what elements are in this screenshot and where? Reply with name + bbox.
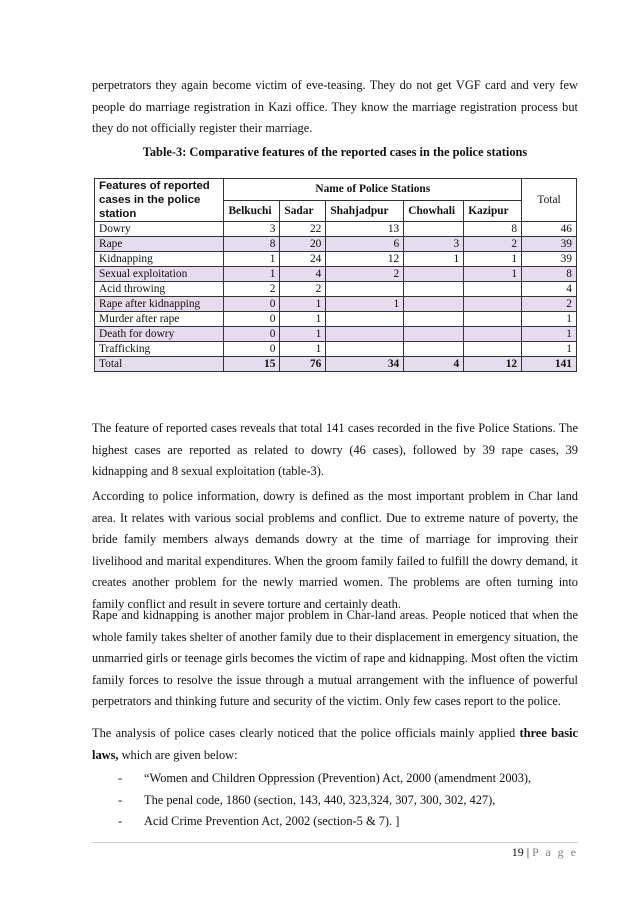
value-cell [326, 312, 404, 327]
value-cell: 1 [280, 297, 326, 312]
row-total-cell: 1 [522, 327, 577, 342]
value-cell [404, 327, 464, 342]
station-header: Belkuchi [224, 200, 280, 222]
page-number: 19 [511, 845, 524, 859]
dowry-paragraph: According to police information, dowry is defined as the most important problem in Char land area. It relates with various social problems and conflict. Due to extreme nature of poverty, the bride family members always demands dowry at the time of marriage for improving their livelihood and marital expenditures. When the groom family failed to fulfill the dowry demand, it creates another problem for the newly married women. The problems are often turning into family conflict and result in severe torture and certainly death. [92, 489, 578, 611]
value-cell [404, 222, 464, 237]
row-total-cell: 39 [522, 252, 577, 267]
value-cell: 0 [224, 297, 280, 312]
value-cell [464, 342, 522, 357]
list-item-text: The penal code, 1860 (section, 143, 440, 323,324, 307, 300, 302, 427), [144, 792, 496, 807]
list-dash: - [118, 771, 123, 785]
table-row [95, 267, 577, 282]
value-cell [464, 282, 522, 297]
value-cell [404, 342, 464, 357]
police-cases-table [94, 178, 577, 372]
stations-group-header: Name of Police Stations [224, 179, 522, 201]
value-cell: 1 [404, 252, 464, 267]
value-cell: 2 [464, 237, 522, 252]
totals-label: Total [95, 357, 224, 372]
feature-cell: Rape after kidnapping [95, 297, 224, 312]
feature-cell: Sexual exploitation [95, 267, 224, 282]
table-row [95, 237, 577, 252]
list-item-text: “Women and Children Oppression (Prevention) Act, 2000 (amendment 2003), [144, 771, 532, 785]
table-body [95, 222, 577, 372]
page-separator: | [523, 845, 533, 859]
feature-cell: Acid throwing [95, 282, 224, 297]
row-total-cell: 8 [522, 267, 577, 282]
value-cell: 8 [224, 237, 280, 252]
list-item [118, 790, 578, 812]
value-cell: 3 [404, 237, 464, 252]
value-cell: 1 [280, 312, 326, 327]
table-row [95, 222, 577, 237]
value-cell: 2 [224, 282, 280, 297]
feature-cell: Trafficking [95, 342, 224, 357]
row-total-cell: 39 [522, 237, 577, 252]
laws-text-bold: three basic laws, [92, 726, 578, 762]
feature-paragraph: The feature of reported cases reveals that total 141 cases recorded in the five Police Stations. The highest cases are reported as related to dowry (46 cases), followed by 39 rape cases, 39 kidnapping and 8 sexual exploitation (table-3). [92, 421, 578, 478]
list-item [118, 811, 578, 833]
station-header: Sadar [280, 200, 326, 222]
value-cell: 1 [224, 252, 280, 267]
value-cell: 12 [326, 252, 404, 267]
value-cell: 22 [280, 222, 326, 237]
rape-paragraph: Rape and kidnapping is another major problem in Char-land areas. People noticed that when the whole family takes shelter of another family due to their displacement in emergency situation, the unmarried girls or teenage girls becomes the victim of rape and kidnapping. Most often the victim family forces to resolve the issue through a mutual arrangement with the influence of powerful perpetrators and thinking future and security of the victim. Only few cases report to the police. [92, 608, 578, 708]
value-cell: 1 [280, 327, 326, 342]
table-row [95, 327, 577, 342]
page-label: P a g e [532, 845, 578, 859]
value-cell [326, 342, 404, 357]
value-cell: 8 [464, 222, 522, 237]
list-dash: - [118, 814, 123, 828]
table-row [95, 312, 577, 327]
value-cell: 13 [326, 222, 404, 237]
station-header: Shahjadpur [326, 200, 404, 222]
list-item [118, 768, 578, 790]
table-caption: Table-3: Comparative features of the reported cases in the police stations [142, 145, 528, 159]
value-cell: 0 [224, 312, 280, 327]
value-cell [404, 282, 464, 297]
value-cell [326, 282, 404, 297]
value-cell [404, 297, 464, 312]
feature-cell: Kidnapping [95, 252, 224, 267]
value-cell: 24 [280, 252, 326, 267]
value-cell [326, 327, 404, 342]
footer-divider [92, 842, 578, 843]
value-cell: 2 [326, 267, 404, 282]
value-cell: 1 [280, 342, 326, 357]
table-row [95, 342, 577, 357]
total-value-cell: 4 [404, 357, 464, 372]
value-cell [464, 297, 522, 312]
page-footer [512, 845, 578, 860]
total-header: Total [522, 179, 577, 222]
feature-header: Features of reported cases in the police station [95, 179, 224, 222]
list-dash: - [118, 792, 123, 807]
totals-row [95, 357, 577, 372]
grand-total-cell: 141 [522, 357, 577, 372]
value-cell: 0 [224, 327, 280, 342]
row-total-cell: 1 [522, 312, 577, 327]
value-cell: 0 [224, 342, 280, 357]
value-cell [404, 312, 464, 327]
table-row [95, 252, 577, 267]
laws-text-before: The analysis of police cases clearly noticed that the police officials mainly applied [92, 726, 520, 740]
value-cell: 1 [464, 267, 522, 282]
feature-cell: Death for dowry [95, 327, 224, 342]
value-cell: 1 [326, 297, 404, 312]
laws-list [118, 768, 578, 833]
row-total-cell: 4 [522, 282, 577, 297]
value-cell: 1 [224, 267, 280, 282]
value-cell [464, 312, 522, 327]
laws-paragraph [92, 723, 578, 766]
intro-paragraph: perpetrators they again become victim of eve-teasing. They do not get VGF card and very few people do marriage registration in Kazi office. They know the marriage registration process but they do not officially register their marriage. [92, 78, 578, 135]
value-cell: 2 [280, 282, 326, 297]
value-cell: 20 [280, 237, 326, 252]
table-header-row [95, 179, 577, 201]
total-value-cell: 15 [224, 357, 280, 372]
value-cell [464, 327, 522, 342]
total-value-cell: 34 [326, 357, 404, 372]
table-row [95, 297, 577, 312]
list-item-text: Acid Crime Prevention Act, 2002 (section-5 & 7). ] [144, 814, 400, 828]
value-cell [404, 267, 464, 282]
total-value-cell: 76 [280, 357, 326, 372]
value-cell: 3 [224, 222, 280, 237]
feature-cell: Dowry [95, 222, 224, 237]
row-total-cell: 46 [522, 222, 577, 237]
row-total-cell: 1 [522, 342, 577, 357]
station-header: Kazipur [464, 200, 522, 222]
value-cell: 6 [326, 237, 404, 252]
value-cell: 4 [280, 267, 326, 282]
value-cell: 1 [464, 252, 522, 267]
laws-text-after: which are given below: [118, 747, 238, 762]
feature-cell: Murder after rape [95, 312, 224, 327]
table-row [95, 282, 577, 297]
total-value-cell: 12 [464, 357, 522, 372]
station-header: Chowhali [404, 200, 464, 222]
feature-cell: Rape [95, 237, 224, 252]
row-total-cell: 2 [522, 297, 577, 312]
